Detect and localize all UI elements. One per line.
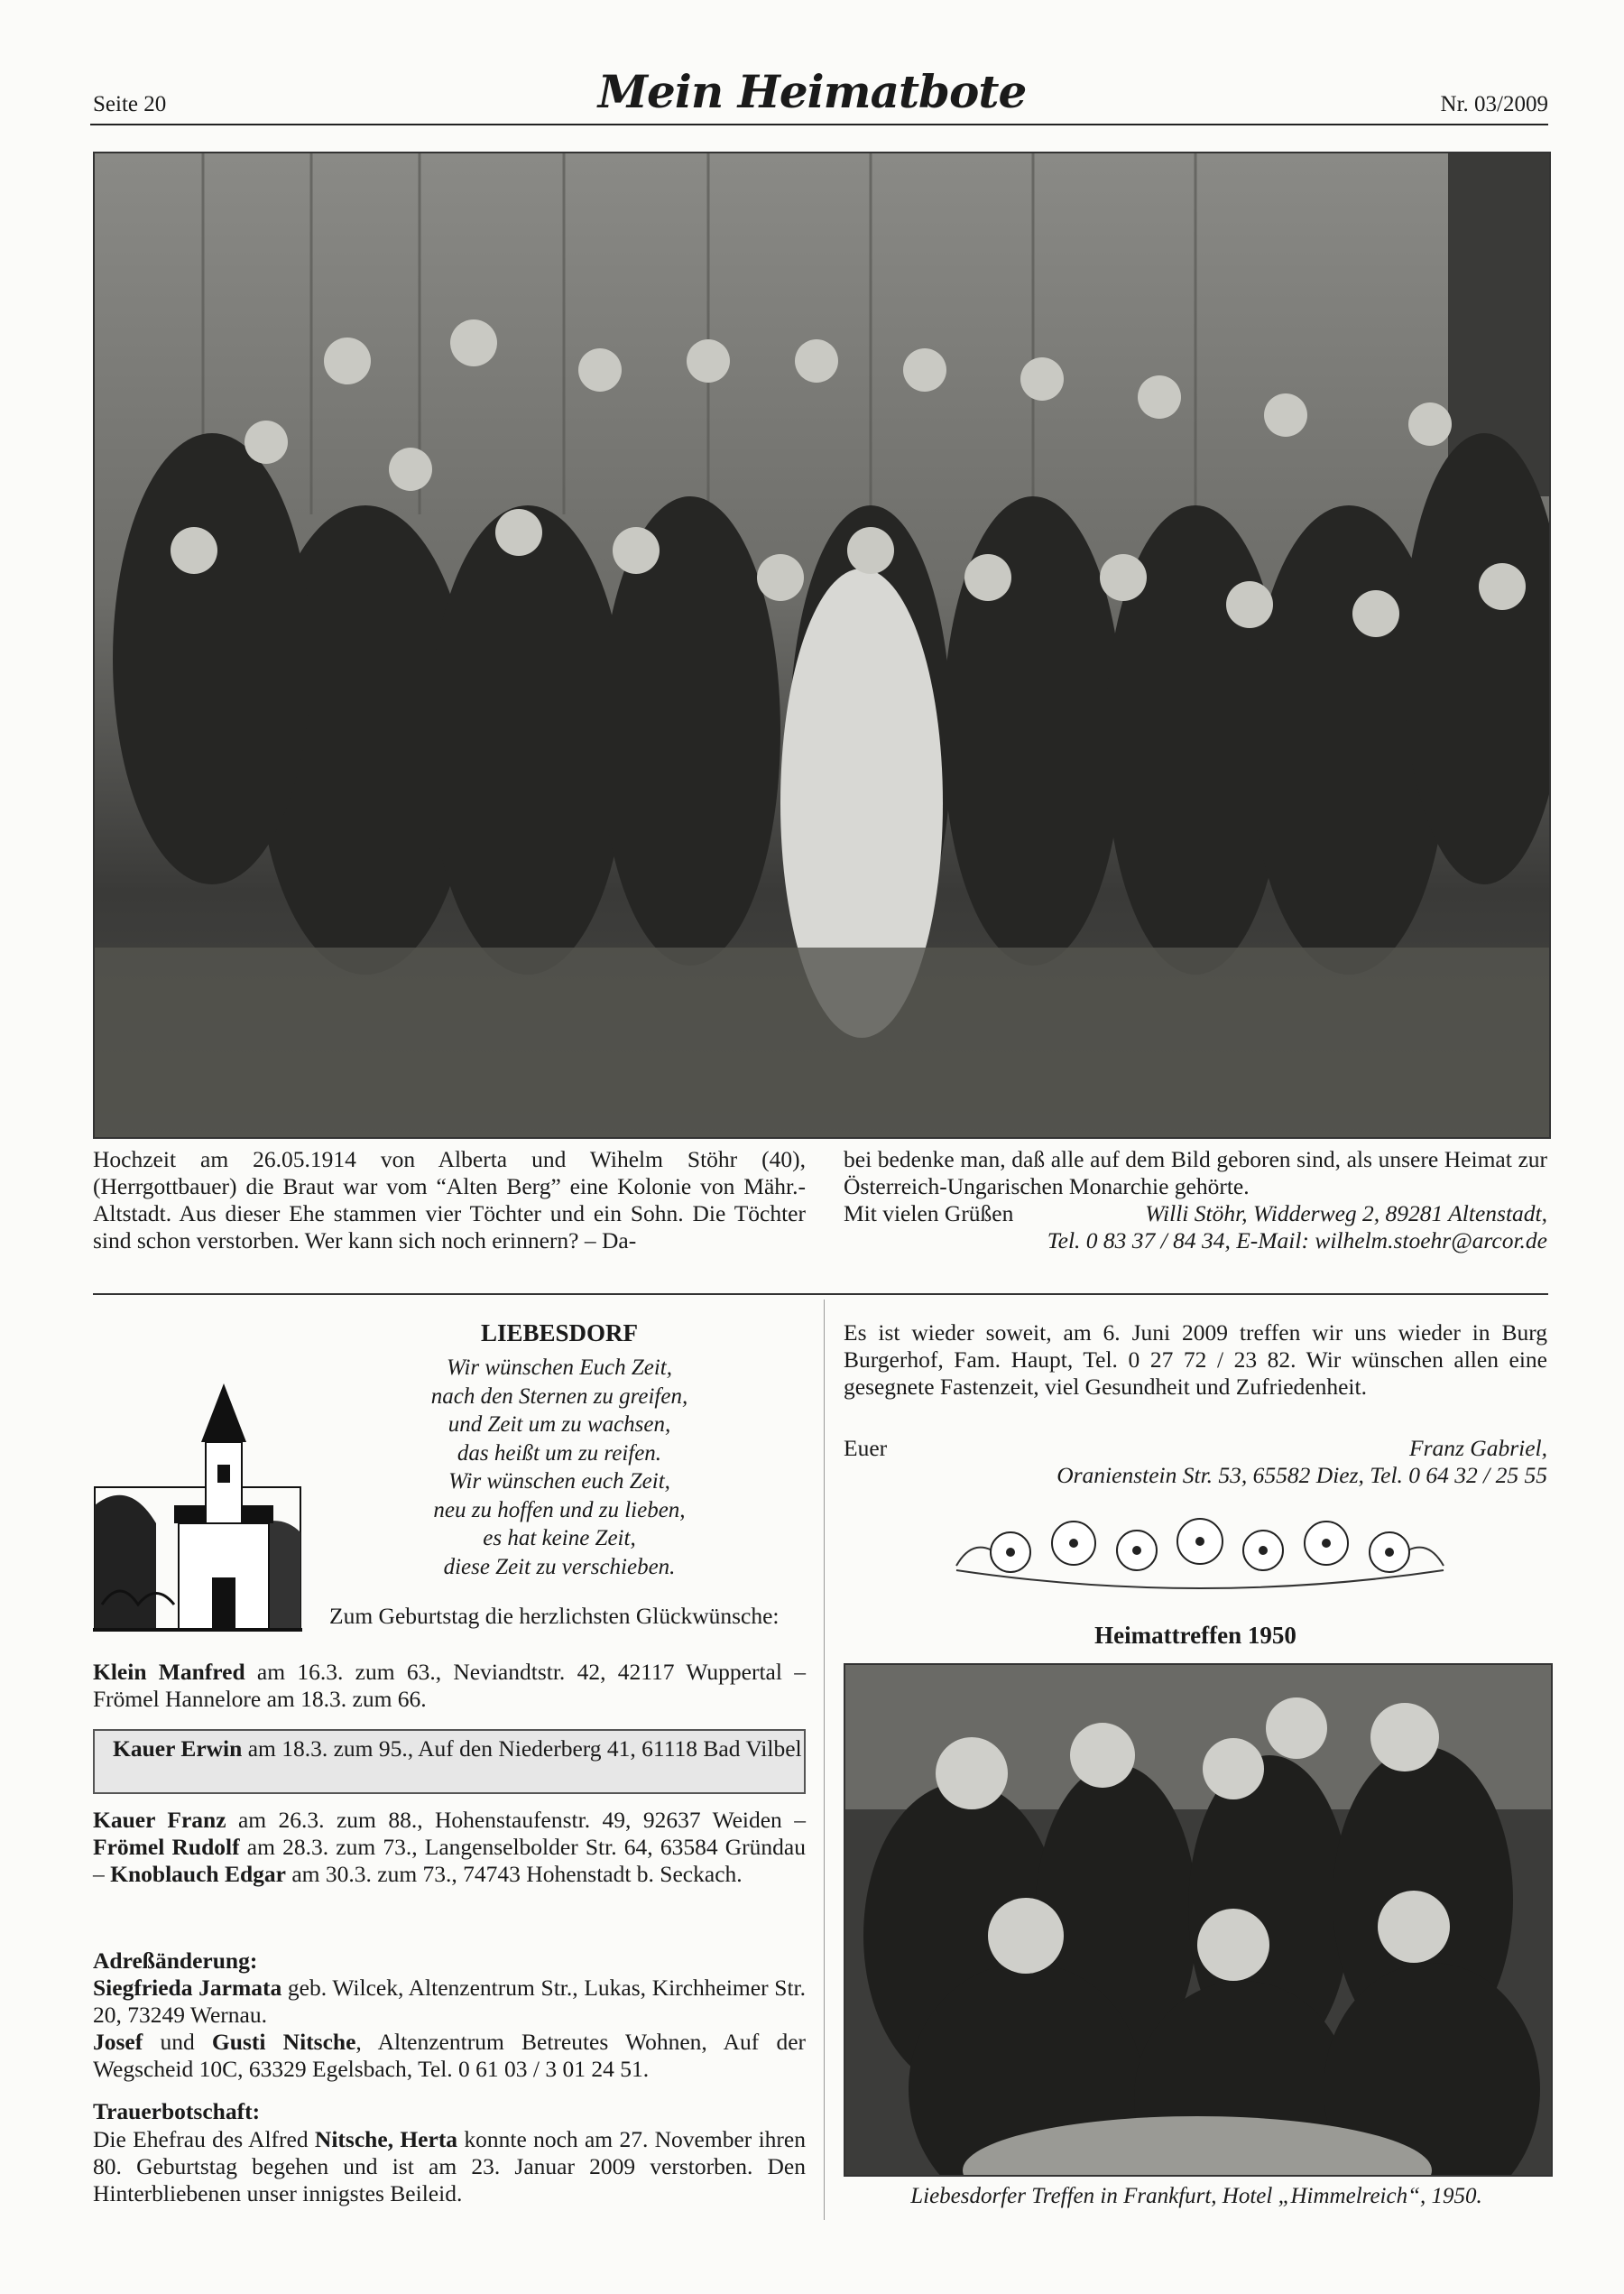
signer-name: Franz Gabriel, — [1409, 1435, 1547, 1461]
section-rule — [93, 1293, 1548, 1295]
photo-caption-right: bei bedenke man, daß alle auf dem Bild geboren sind, als unsere Heimat zur Österreich-Ungarischen Monarchie gehörte. Mit vielen Grüßen Willi Stöhr, Widderweg 2, 89281 Altenstadt, Tel. 0 83 37 / 84 34, E-Mail: wilhelm.stoehr@arcor.de — [844, 1146, 1547, 1253]
section-title-heimattreffen: Heimattreffen 1950 — [1094, 1622, 1296, 1649]
wedding-photo — [93, 152, 1551, 1139]
page-number: Seite 20 — [93, 92, 167, 116]
mourning-notice: Die Ehefrau des Alfred Nitsche, Herta konnte noch am 27. November ihren 80. Geburtstag begehen und ist am 23. Januar 2009 verstorben. Den Hinterbliebenen unser innigstes Beileid. — [93, 2126, 806, 2206]
signature-line-1: Willi Stöhr, Widderweg 2, 89281 Altenstadt, — [1145, 1200, 1547, 1226]
address-change-title: Adreßänderung: — [93, 1947, 258, 1974]
birthday-entry-1: Klein Manfred am 16.3. zum 63., Neviandtstr. 42, 42117 Wuppertal – Frömel Hannelore am 18.3. zum 66. — [93, 1659, 806, 1712]
section-title-liebesdorf: LIEBESDORF — [480, 1319, 639, 1346]
group-photo-1950 — [844, 1663, 1553, 2177]
greeting: Mit vielen Grüßen — [844, 1200, 1014, 1226]
closing: Euer — [844, 1435, 888, 1461]
header-rule — [90, 124, 1548, 125]
floral-ornament — [947, 1516, 1453, 1597]
signer-address: Oranienstein Str. 53, 65582 Diez, Tel. 0 64 32 / 25 55 — [1057, 1462, 1547, 1488]
photo-caption-left: Hochzeit am 26.05.1914 von Alberta und Wihelm Stöhr (40), (Herrgottbauer) die Braut war vom “Alten Berg” eine Kolonie von Mähr.-Altstadt. Aus dieser Ehe stammen vier Töchter und ein Sohn. Die Töchter sind schon verstorben. Wer kann sich noch erinnern? – Da- — [93, 1146, 806, 1253]
church-illustration — [93, 1379, 302, 1632]
column-divider — [824, 1300, 825, 2220]
issue-number: Nr. 03/2009 — [1440, 92, 1548, 116]
meeting-announcement: Es ist wieder soweit, am 6. Juni 2009 treffen wir uns wieder in Burg Burgerhof, Fam. Haupt, Tel. 0 27 72 / 23 82. Wir wünschen allen eine gesegnete Fastenzeit, viel Gesundheit und Zufriedenheit. — [844, 1319, 1547, 1400]
signature-line-2: Tel. 0 83 37 / 84 34, E-Mail: wilhelm.stoehr@arcor.de — [1047, 1227, 1547, 1253]
birthday-intro: Zum Geburtstag die herzlichsten Glückwünsche: — [329, 1603, 780, 1629]
address-changes: Siegfrieda Jarmata geb. Wilcek, Altenzentrum Str., Lukas, Kirchheimer Str. 20, 73249 Wernau. Josef und Gusti Nitsche, Altenzentrum Betreutes Wohnen, Auf der Wegscheid 10C, 63329 Egelsbach, Tel. 0 61 03 / 3 01 24 51. — [93, 1975, 806, 2082]
birthday-entries: Kauer Franz am 26.3. zum 88., Hohenstaufenstr. 49, 92637 Weiden – Frömel Rudolf am 28.3. zum 73., Langenselbolder Str. 64, 63584 Gründau – Knoblauch Edgar am 30.3. zum 73., 74743 Hohenstadt b. Seckach. — [93, 1807, 806, 1887]
masthead-title: Mein Heimatbote — [597, 65, 1027, 118]
photo-1950-caption: Liebesdorfer Treffen in Frankfurt, Hotel „Himmelreich“, 1950. — [910, 2184, 1482, 2208]
closing-row — [844, 1435, 1547, 1462]
mourning-title: Trauerbotschaft: — [93, 2098, 261, 2124]
poem: Wir wünschen Euch Zeit, nach den Sternen zu greifen, und Zeit um zu wachsen, das heißt um zu reifen. Wir wünschen euch Zeit, neu zu hoffen und zu lieben, es hat keine Zeit, diese Zeit zu verschieben. — [430, 1355, 688, 1579]
highlighted-birthday-box: Kauer Erwin am 18.3. zum 95., Auf den Niederberg 41, 61118 Bad Vilbel — [93, 1729, 806, 1794]
